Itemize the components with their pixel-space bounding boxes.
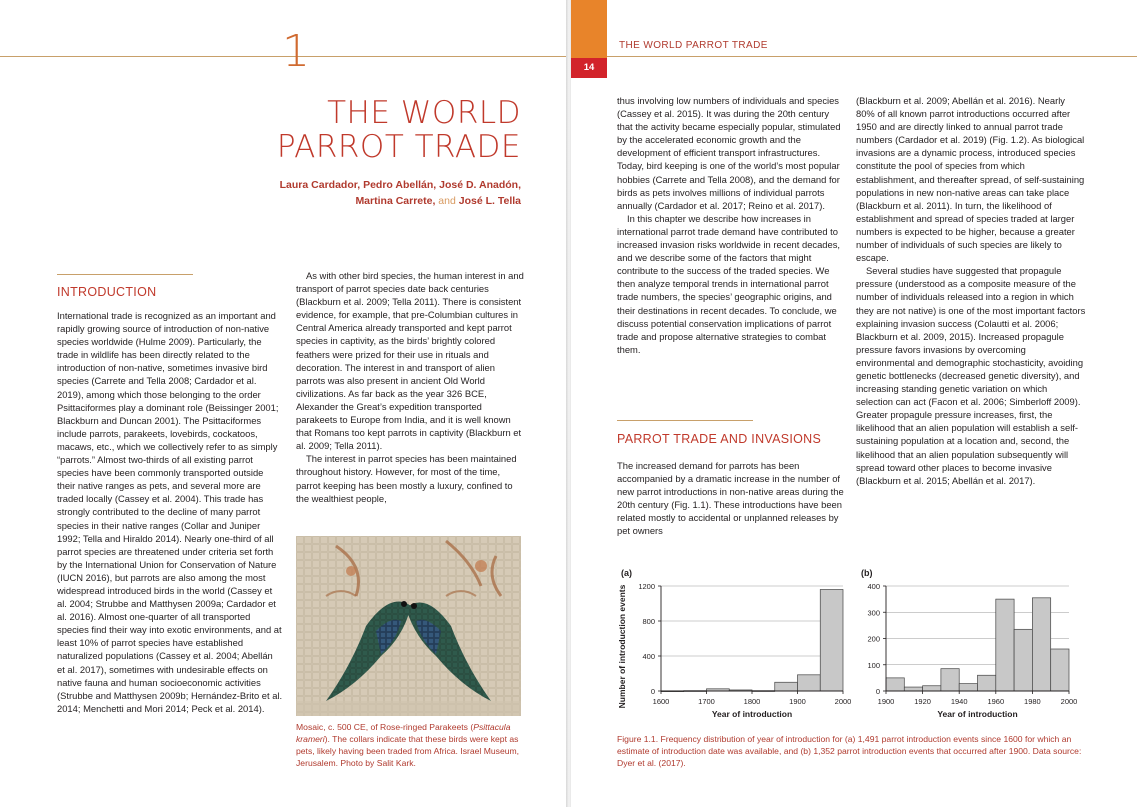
chart-b-ytick-label-3: 300 (867, 608, 880, 618)
chart-b-ytick-label-0: 0 (875, 687, 880, 696)
chapter-number: 1 (282, 26, 310, 77)
chart-a-ytick-label-3: 1200 (638, 582, 655, 591)
chart-b-xtick-label-4: 1980 (1024, 697, 1041, 706)
chart-b-bar-1970 (1014, 629, 1032, 691)
caption-part-1: Mosaic, c. 500 CE, of Rose-ringed Parakeets ( (296, 722, 474, 732)
chart-a-ytick-label-2: 800 (642, 617, 655, 626)
chart-b-ytick-label-1: 100 (867, 660, 880, 670)
chapter-title-line-2: PARROT TRADE (276, 129, 521, 165)
chart-a-ytick-label-1: 400 (642, 652, 655, 661)
page-number: 14 (571, 58, 607, 78)
section-heading-invasions: PARROT TRADE AND INVASIONS (617, 432, 822, 446)
chart-a-xlabel: Year of introduction (711, 709, 793, 719)
authors (221, 177, 521, 209)
section-heading-introduction: INTRODUCTION (57, 285, 157, 299)
top-rule-right (607, 56, 1137, 57)
section-rule (57, 274, 193, 275)
right-column-2 (856, 94, 1086, 487)
invasions-paragraph-3: Several studies have suggested that propagule pressure (understood as a composite measure of the number of individuals released into a region in which they are not native) is one of the most important factors explaining invasion success (Colautti et al. 2006; Blackburn et al. 2009, 2015). Increased propagule pressure favors invasions by overcoming environmental and demographic stochasticity, avoiding genetic bottlenecks (decreased genetic diversity), and increasing standing genetic variation on which selection can act (Facon et al. 2006; Simberloff 2009). Greater propagule pressure increases, first, the likelihood that an alien population will establish a self-sustaining population at a location and, second, the likelihood that an alien population subsequently will spread toward other places to become invasive (Blackburn et al. 2015; Abellán et al. 2017). (856, 265, 1086, 486)
history-paragraph-1: As with other bird species, the human interest in and transport of parrot species date back centuries (Blackburn et al. 2009; Tella 2011). There is consistent evidence, for example, that pre-Columbian cultures in Central America already transported and kept parrot species in captivity, as the birds’ brightly colored feathers were prized for their use in rituals and decoration. The interest in and transport of alien parrots was also present in ancient Old World civilizations. As far back as the year 326 BCE, Alexander the Great’s expedition transported parakeets to Europe from India, and it is well known that Romans too kept parrots in captivity (Blackburn et al. 2009; Tella 2011). (296, 270, 524, 452)
author-carrete: Martina Carrete, (355, 195, 436, 207)
chart-a-bar-1950 (820, 590, 843, 692)
chart-a-xtick-label-4: 2000 (834, 697, 852, 706)
chart-a-ylabel: Number of introduction events (617, 584, 627, 709)
chart-b-xtick-label-1: 1920 (914, 697, 931, 706)
chapter-title-line-1: THE WORLD (327, 95, 521, 131)
chart-a-xtick-label-2: 1800 (743, 697, 761, 706)
chart-a-panel-label: (a) (621, 568, 632, 578)
chart-a-xtick-label-1: 1700 (698, 697, 715, 706)
invasions-paragraph-2: (Blackburn et al. 2009; Abellán et al. 2016). Nearly 80% of all known parrot introductions occurred after 1950 and are directly linked to annual parrot trade numbers (Cardador et al. 2019) (Fig. 1.2). As biological invasions are a dynamic process, introduced species constitute the pool of species from which establishment, and thereafter spread, of self-sustaining populations in new non-native areas can take place (Blackburn et al. 2011). In turn, the likelihood of establishment and spread of species traded at larger numbers is expected to be higher, because a greater number of individuals of such species are likely to escape. (856, 95, 1085, 264)
chart-a-ytick-label-0: 0 (650, 687, 655, 696)
chart-b-xtick-label-5: 2000 (1060, 697, 1078, 706)
chart-b-bar-1960 (996, 599, 1014, 691)
chart-b-xlabel: Year of introduction (937, 709, 1018, 719)
mosaic-parakeets-illustration (296, 536, 521, 716)
chart-b-bar-1920 (923, 686, 941, 691)
chapter-title (277, 96, 521, 164)
chart-b-xtick-label-3: 1960 (987, 697, 1005, 706)
chart-b-ytick-label-2: 200 (867, 634, 880, 644)
chart-b-bar-1930 (941, 669, 959, 691)
chart-a-xtick-label-0: 1600 (652, 697, 670, 706)
mosaic-caption (296, 721, 524, 769)
chart-b-bar-1980 (1032, 598, 1050, 691)
mosaic-photo (296, 536, 521, 716)
left-page (0, 0, 566, 807)
authors-and: and (435, 195, 459, 207)
invasions-paragraph-1: The increased demand for parrots has been accompanied by a dramatic increase in the number of new parrot introductions in non-native areas during the 20th century (Fig. 1.1). These introductions have been related mostly to accidental or unplanned releases by pet owners (617, 460, 844, 537)
section-rule-2 (617, 420, 753, 421)
chart-a-xtick-label-3: 1900 (789, 697, 806, 706)
caption-species-name: Psittacula krameri (296, 722, 511, 744)
chart-b-bar-1950 (978, 675, 996, 691)
chart-b-bar-1940 (959, 684, 977, 691)
right-page (571, 0, 1137, 807)
figure-caption: Figure 1.1. Frequency distribution of year of introduction for (a) 1,491 parrot introduction events since 1600 for which an estimate of introduction date was available, and (b) 1,352 parrot introduction events that occurred after 1900. Data source: Dyer et al. (2017). (617, 734, 1082, 768)
chart-b-bar-1910 (904, 687, 922, 691)
intro-paragraph: International trade is recognized as an important and rapidly growing source of introduction of non-native species worldwide (Hulme 2009). Particularly, the trade in wildlife has been directly related to the introduction of non-native, sometimes invasive bird species (Carrete and Tella 2008; Cardador et al. 2019), among which those belonging to the order Psittaciformes play a dominant role (Beissinger 2001; Blackburn and Duncan 2001). The Psittaciformes include parrots, parakeets, lovebirds, cockatoos, macaws, etc., which we collectively refer to as simply “parrots.” Almost two-thirds of all existing parrot species have been commonly transported outside their native ranges as pets, and several more are traded locally (Cassey et al. 2004). This trade has strongly contributed to the decline of many parrot species in their native ranges (Collar and Juniper 1992; Tella and Hiraldo 2014). Nearly one-third of all parrot species are threatened under criteria set forth by the International Union for Conservation of Nature (IUCN 2016), but parrots are also among the most widespread introduced birds in the world (Cassey et al. 2004; Strubbe and Matthysen 2009a; Cardador et al. 2016). Almost one-quarter of all transported species find their way into exotic environments, and at least 10% of parrot species have established naturalized populations (Cassey et al. 2004; Abellán et al. 2017), sometimes with undesirable effects on native fauna and human socioeconomic activities (Strubbe and Matthysen 2009b; Hernández-Brito et al. 2014; Menchetti and Mori 2014; Peck et al. 2014). (57, 310, 283, 714)
running-head: THE WORLD PARROT TRADE (619, 40, 768, 51)
orange-tab (571, 0, 607, 58)
left-column-1 (57, 309, 283, 715)
chart-b-xtick-label-0: 1900 (877, 697, 895, 706)
chart-b-ytick-label-4: 400 (867, 582, 880, 591)
authors-line-2 (221, 193, 521, 209)
chart-b-bar-1900 (886, 678, 904, 691)
caption-part-2: ). The collars indicate that these birds were kept as pets, likely having been traded from Africa. Israel Museum, Jerusalem. Photo by Salit Kark. (296, 734, 520, 768)
right-column-1b (617, 459, 845, 538)
chart-b-panel-label: (b) (861, 568, 873, 578)
right-column-1 (617, 94, 845, 356)
trade-paragraph-1: thus involving low numbers of individuals and species (Cassey et al. 2015). It was during the 20th century that the activity became especially popular, stimulated by the accelerated economic growth and the development of efficient transport infrastructures. Today, bird keeping is one of the world’s most popular hobbies (Carrete and Tella 2008), and the demand for birds as pets involves millions of individual parrots annually (Cardador et al. 2017; Reino et al. 2017). (617, 95, 841, 211)
history-paragraph-2: The interest in parrot species has been maintained throughout history. However, for most of the time, parrot keeping has been mostly a luxury, confined to the wealthiest people, (296, 453, 517, 504)
trade-paragraph-2: In this chapter we describe how increases in international parrot trade demand have contributed to increased invasion risks worldwide in recent decades, and we describe some of the factors that might contribute to the success of the traded species. We then analyze temporal trends in international parrot trade numbers, the species’ geographic origins, and their destinations in recent decades. To conclude, we discuss potential conservation implications of parrot trade and propose alternative strategies to combat them. (617, 212, 841, 355)
chart-b-bar-1990 (1051, 649, 1069, 691)
figure-1-1-charts (611, 562, 1081, 728)
author-tella: José L. Tella (458, 195, 521, 207)
chart-b-xtick-label-2: 1940 (950, 697, 968, 706)
chart-a-bar-1900 (798, 675, 821, 691)
left-column-2 (296, 269, 524, 505)
authors-line-1: Laura Cardador, Pedro Abellán, José D. Anadón, (279, 179, 521, 191)
chart-a-bar-1850 (775, 682, 798, 691)
